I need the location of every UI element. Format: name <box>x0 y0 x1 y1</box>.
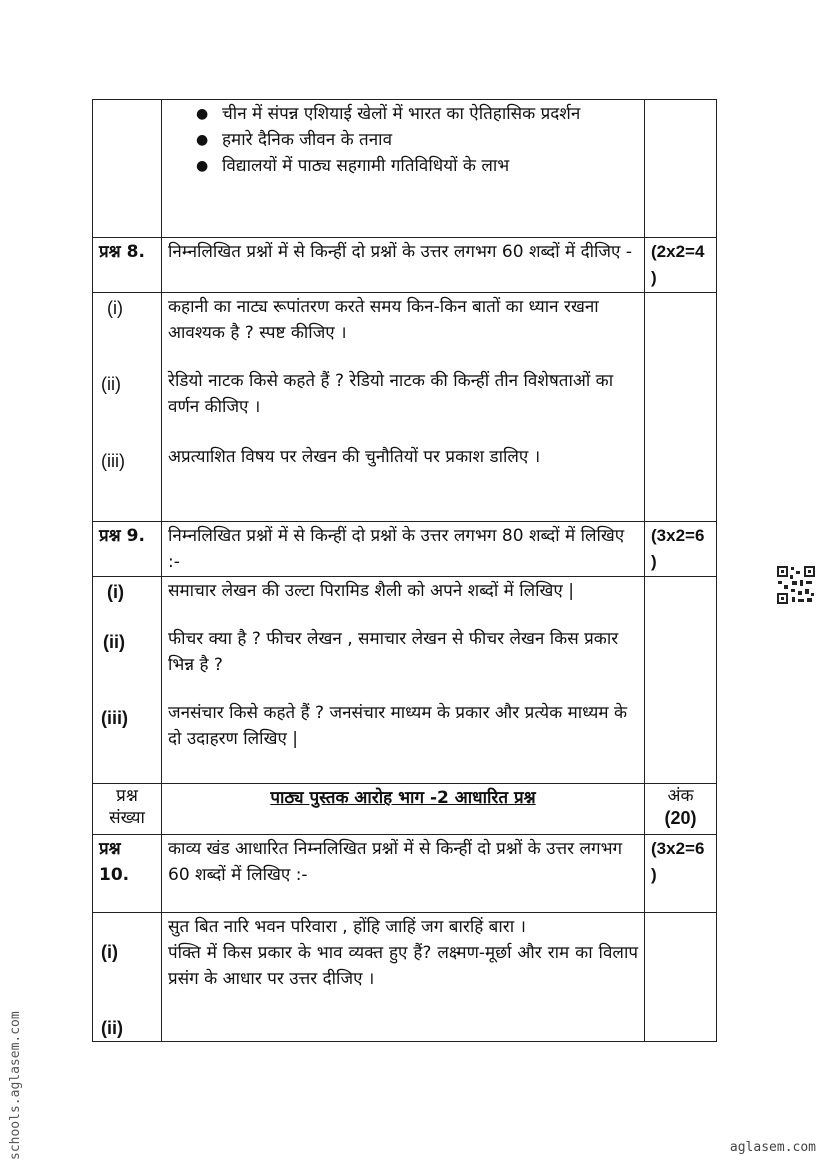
q8-part-3: अप्रत्याशित विषय पर लेखन की चुनौतियों पर प्रकाश डालिए । <box>168 447 541 467</box>
topics-row <box>93 100 717 238</box>
topic-item: ● चीन में संपन्न एशियाई खेलों में भारत का ऐतिहासिक प्रदर्शन <box>196 101 638 127</box>
q9-subnum-3: (iii) <box>101 708 128 728</box>
q10-header-row <box>93 835 717 913</box>
q9-part-2: फीचर क्या है ? फीचर लेखन , समाचार लेखन से फीचर लेखन किस प्रकार भिन्न है ? <box>168 629 619 675</box>
q9-number: प्रश्न 9. <box>93 522 162 577</box>
q8-subnum-2: (ii) <box>101 374 121 394</box>
q9-header-row <box>93 522 717 577</box>
q8-marks: (2x2=4 ) <box>645 238 717 293</box>
q8-header-row <box>93 238 717 293</box>
q10-number: प्रश्न 10. <box>93 835 162 913</box>
q10-instruction: काव्य खंड आधारित निम्नलिखित प्रश्नों में से किन्हीं दो प्रश्नों के उत्तर लगभग 60 शब्दों में लिखिए :- <box>162 835 645 913</box>
q8-instruction: निम्नलिखित प्रश्नों में से किन्हीं दो प्रश्नों के उत्तर लगभग 60 शब्दों में दीजिए - <box>162 238 645 293</box>
q8-number: प्रश्न 8. <box>93 238 162 293</box>
qr-code-icon <box>776 565 816 605</box>
section-col-label: प्रश्न संख्या <box>93 784 162 835</box>
q10-subnum-2: (ii) <box>101 1018 123 1038</box>
q9-subnum-2: (ii) <box>103 632 125 652</box>
topic-item: ● हमारे दैनिक जीवन के तनाव <box>196 127 638 153</box>
topic-item: ● विद्यालयों में पाठ्य सहगामी गतिविधियों के लाभ <box>196 153 638 179</box>
q8-part-1: कहानी का नाट्य रूपांतरण करते समय किन-किन बातों का ध्यान रखना आवश्यक है ? स्पष्ट कीजिए । <box>168 297 599 343</box>
q10-parts-row <box>93 913 717 1042</box>
side-watermark: schools.aglasem.com <box>8 1011 23 1160</box>
topic-list <box>168 101 638 179</box>
q10-marks: (3x2=6 ) <box>645 835 717 913</box>
q8-part-2: रेडियो नाटक किसे कहते हैं ? रेडियो नाटक की किन्हीं तीन विशेषताओं का वर्णन कीजिए । <box>168 371 614 417</box>
q8-subnum-3: (iii) <box>101 451 125 471</box>
q9-part-1: समाचार लेखन की उल्टा पिरामिड शैली को अपने शब्दों में लिखिए | <box>168 581 574 601</box>
q10-subnum-1: (i) <box>101 942 118 962</box>
q8-subnum-1: (i) <box>107 298 123 318</box>
section-marks-value: (20) <box>664 808 697 828</box>
q9-parts-row <box>93 577 717 784</box>
q9-part-3: जनसंचार किसे कहते हैं ? जनसंचार माध्यम के प्रकार और प्रत्येक माध्यम के दो उदाहरण लिखिए | <box>168 703 628 749</box>
section-marks-label: अंक <box>667 786 694 806</box>
q10-part-1: सुत बित नारि भवन परिवारा , होंहि जाहिं जग बारहिं बारा । <box>168 917 526 937</box>
q8-parts-row <box>93 293 717 522</box>
q9-marks: (3x2=6 ) <box>645 522 717 577</box>
section-title: पाठ्य पुस्तक आरोह भाग -2 आधारित प्रश्न <box>270 788 536 808</box>
question-table <box>92 99 717 1042</box>
q9-subnum-1: (i) <box>107 582 124 602</box>
section-header-row <box>93 784 717 835</box>
q10-part-2: पंक्ति में किस प्रकार के भाव व्यक्त हुए हैं? लक्ष्मण-मूर्छा और राम का विलाप प्रसंग के आधार पर उत्तर दीजिए । <box>168 943 638 989</box>
corner-watermark: aglasem.com <box>729 1140 816 1155</box>
q9-instruction: निम्नलिखित प्रश्नों में से किन्हीं दो प्रश्नों के उत्तर लगभग 80 शब्दों में लिखिए :- <box>162 522 645 577</box>
